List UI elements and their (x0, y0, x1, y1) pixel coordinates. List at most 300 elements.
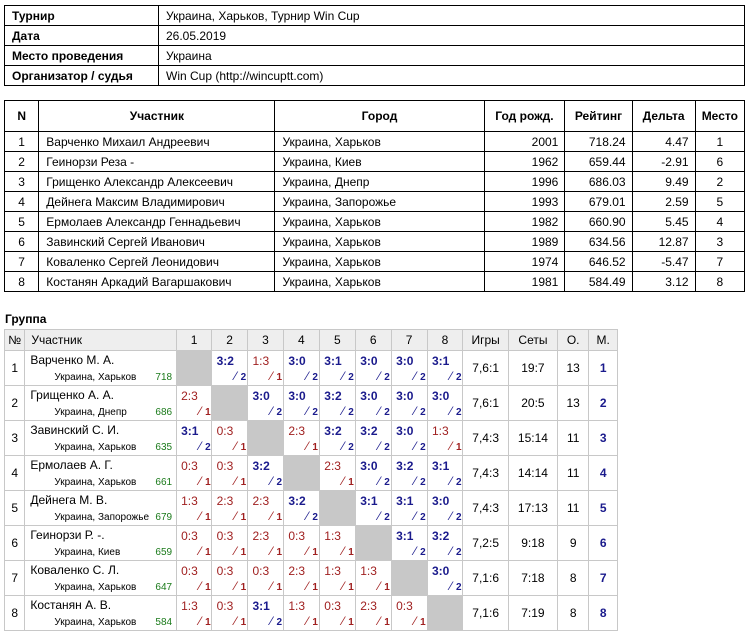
match-result (428, 387, 462, 419)
group-result-cell (355, 561, 391, 596)
group-player-rating: 584 (155, 617, 173, 628)
participant-cell: Дейнега Максим Владимирович (39, 192, 275, 212)
group-player-rating: 659 (155, 547, 173, 558)
match-points: 2 (276, 617, 283, 628)
group-player-name: Завинский С. И. (30, 423, 120, 437)
participant-cell: 646.52 (565, 252, 632, 272)
participant-cell: 686.03 (565, 172, 632, 192)
match-points: 2 (384, 442, 390, 453)
group-header-cell: № (5, 330, 25, 351)
match-result (392, 352, 426, 384)
match-slash: ⁄ (342, 439, 345, 453)
match-slash: ⁄ (414, 439, 417, 453)
match-slash: ⁄ (234, 509, 237, 523)
match-result (213, 457, 247, 489)
match-score: 3:2 (324, 424, 342, 438)
group-result-cell (427, 491, 463, 526)
info-row (5, 66, 745, 86)
group-points: 13 (558, 351, 589, 386)
group-header-row (5, 330, 618, 351)
match-points: 2 (276, 407, 283, 418)
match-slash: ⁄ (199, 509, 202, 523)
group-row (5, 596, 618, 631)
group-player-city: Украина, Запорожье (54, 512, 150, 523)
match-score: 3:0 (360, 459, 378, 473)
match-slash: ⁄ (306, 404, 309, 418)
match-slash: ⁄ (234, 369, 237, 383)
group-row (5, 351, 618, 386)
participant-cell: Геинорзи Реза - (39, 152, 275, 172)
participant-cell: 1993 (484, 192, 565, 212)
group-crosstable (4, 329, 618, 631)
group-diagonal-cell (319, 491, 355, 526)
tournament-info-table (4, 5, 745, 86)
match-result (213, 597, 247, 629)
participant-row (5, 212, 745, 232)
match-slash: ⁄ (199, 544, 202, 558)
group-place: 3 (589, 421, 618, 456)
group-row-number: 7 (5, 561, 25, 596)
match-score: 3:1 (396, 494, 414, 508)
match-score: 3:0 (396, 354, 414, 368)
match-slash: ⁄ (306, 614, 309, 628)
match-points: 2 (420, 547, 426, 558)
match-score: 2:3 (360, 599, 377, 613)
group-games: 7,4:3 (463, 456, 508, 491)
match-result (320, 352, 354, 384)
participant-cell: 7 (695, 252, 744, 272)
match-score: 0:3 (181, 459, 198, 473)
group-result-cell (283, 561, 319, 596)
group-points: 11 (558, 421, 589, 456)
match-slash: ⁄ (270, 544, 273, 558)
group-title: Группа (5, 312, 47, 326)
group-result-cell (355, 351, 391, 386)
match-points: 1 (205, 512, 211, 523)
participant-cell: 12.87 (632, 232, 695, 252)
match-points: 1 (240, 547, 247, 558)
match-slash: ⁄ (414, 509, 417, 523)
group-player-rating: 647 (155, 582, 173, 593)
group-result-cell (427, 561, 463, 596)
group-row-number: 2 (5, 386, 25, 421)
group-player-city: Украина, Харьков (54, 582, 137, 593)
participant-cell: 5.45 (632, 212, 695, 232)
participant-cell: Украина, Харьков (275, 232, 484, 252)
group-diagonal-cell (212, 386, 248, 421)
match-score: 3:0 (432, 564, 450, 578)
group-result-cell (248, 596, 284, 631)
match-result (248, 352, 282, 384)
match-slash: ⁄ (270, 509, 273, 523)
group-result-cell (319, 456, 355, 491)
participant-cell: 679.01 (565, 192, 632, 212)
info-key: Организатор / судья (5, 66, 159, 86)
match-score: 0:3 (216, 564, 234, 578)
match-score: 3:1 (252, 599, 270, 613)
match-score: 0:3 (181, 529, 198, 543)
match-score: 3:0 (360, 389, 378, 403)
participant-cell: Костанян Аркадий Вагаршакович (39, 272, 275, 292)
participant-cell: 2001 (484, 132, 565, 152)
match-score: 2:3 (288, 564, 306, 578)
participant-row (5, 252, 745, 272)
match-score: 3:2 (396, 459, 414, 473)
group-player-name: Коваленко С. Л. (30, 563, 120, 577)
group-sets: 9:18 (508, 526, 557, 561)
match-result (213, 492, 247, 524)
match-points: 2 (384, 477, 390, 488)
participant-cell: 1982 (484, 212, 565, 232)
match-slash: ⁄ (414, 369, 417, 383)
group-header-cell: Игры (463, 330, 508, 351)
match-points: 1 (456, 442, 462, 453)
group-result-cell (248, 456, 284, 491)
match-slash: ⁄ (342, 544, 345, 558)
participant-cell: 5 (695, 192, 744, 212)
participant-cell: 2.59 (632, 192, 695, 212)
match-score: 0:3 (181, 564, 198, 578)
group-place: 5 (589, 491, 618, 526)
match-score: 3:0 (432, 494, 450, 508)
group-header-cell: 6 (355, 330, 391, 351)
group-result-cell (391, 596, 427, 631)
group-result-cell (177, 596, 212, 631)
participant-cell: Украина, Днепр (275, 172, 484, 192)
match-result (392, 422, 426, 454)
match-result (248, 492, 282, 524)
group-place: 6 (589, 526, 618, 561)
match-result (284, 527, 318, 559)
match-slash: ⁄ (378, 579, 381, 593)
group-diagonal-cell (248, 421, 284, 456)
group-place: 8 (589, 596, 618, 631)
participant-cell: 660.90 (565, 212, 632, 232)
match-points: 2 (312, 512, 318, 523)
participant-cell: 1 (5, 132, 39, 152)
participant-row (5, 232, 745, 252)
match-score: 3:1 (432, 354, 450, 368)
group-row-number: 1 (5, 351, 25, 386)
group-result-cell (355, 386, 391, 421)
participant-cell: Ермолаев Александр Геннадьевич (39, 212, 275, 232)
group-player-rating: 679 (155, 512, 173, 523)
match-result (320, 562, 354, 594)
match-result (356, 492, 390, 524)
match-result (392, 597, 426, 629)
match-slash: ⁄ (342, 579, 345, 593)
participant-cell: Коваленко Сергей Леонидович (39, 252, 275, 272)
group-row-number: 4 (5, 456, 25, 491)
participants-header-cell: Участник (39, 101, 275, 132)
group-result-cell (391, 526, 427, 561)
match-score: 2:3 (324, 459, 341, 473)
group-sets: 14:14 (508, 456, 557, 491)
group-result-cell (283, 351, 319, 386)
group-row (5, 526, 618, 561)
group-place: 4 (589, 456, 618, 491)
match-slash: ⁄ (414, 544, 417, 558)
match-score: 3:1 (324, 354, 342, 368)
match-points: 1 (276, 512, 283, 523)
match-result (284, 597, 318, 629)
match-score: 3:2 (324, 389, 342, 403)
group-place: 1 (589, 351, 618, 386)
match-score: 3:1 (181, 424, 199, 438)
match-points: 1 (384, 582, 390, 593)
match-points: 2 (205, 442, 211, 453)
group-result-cell (177, 421, 212, 456)
match-score: 2:3 (181, 389, 198, 403)
match-score: 0:3 (216, 599, 234, 613)
group-row (5, 491, 618, 526)
participant-cell: 3 (5, 172, 39, 192)
participant-cell: 7 (5, 252, 39, 272)
match-score: 2:3 (252, 529, 270, 543)
participant-cell: Украина, Харьков (275, 252, 484, 272)
info-value: Украина (159, 46, 745, 66)
match-slash: ⁄ (199, 579, 202, 593)
match-slash: ⁄ (199, 439, 202, 453)
group-player-city: Украина, Днепр (54, 407, 127, 418)
participant-cell: 634.56 (565, 232, 632, 252)
match-slash: ⁄ (306, 509, 309, 523)
match-slash: ⁄ (378, 509, 381, 523)
match-slash: ⁄ (378, 614, 381, 628)
participant-cell: 584.49 (565, 272, 632, 292)
group-player-city: Украина, Харьков (54, 617, 137, 628)
group-result-cell (177, 386, 212, 421)
participant-cell: Украина, Харьков (275, 212, 484, 232)
match-slash: ⁄ (306, 579, 309, 593)
group-sets: 20:5 (508, 386, 557, 421)
match-score: 3:2 (216, 354, 234, 368)
match-slash: ⁄ (450, 474, 453, 488)
match-result (248, 562, 282, 594)
participants-header-row (5, 101, 745, 132)
group-result-cell (427, 351, 463, 386)
group-header-cell: М. (589, 330, 618, 351)
match-slash: ⁄ (199, 404, 202, 418)
group-games: 7,2:5 (463, 526, 508, 561)
participant-cell: -5.47 (632, 252, 695, 272)
match-score: 3:2 (288, 494, 306, 508)
info-row (5, 6, 745, 26)
group-header-cell: Сеты (508, 330, 557, 351)
group-player-cell (25, 526, 177, 561)
match-points: 2 (348, 407, 354, 418)
group-points: 11 (558, 456, 589, 491)
match-points: 1 (312, 442, 318, 453)
participant-cell: 1981 (484, 272, 565, 292)
group-row (5, 386, 618, 421)
participants-header-cell: N (5, 101, 39, 132)
group-result-cell (355, 456, 391, 491)
group-result-cell (248, 386, 284, 421)
group-points: 9 (558, 526, 589, 561)
match-points: 2 (456, 547, 462, 558)
info-value: Украина, Харьков, Турнир Win Cup (159, 6, 745, 26)
match-points: 1 (240, 477, 247, 488)
participant-cell: Украина, Харьков (275, 132, 484, 152)
match-result (284, 492, 318, 524)
match-result (320, 387, 354, 419)
group-points: 13 (558, 386, 589, 421)
group-games: 7,6:1 (463, 351, 508, 386)
group-header-cell: Участник (25, 330, 177, 351)
match-slash: ⁄ (199, 474, 202, 488)
group-result-cell (248, 351, 284, 386)
group-player-cell (25, 386, 177, 421)
match-slash: ⁄ (450, 509, 453, 523)
participants-header-cell: Дельта (632, 101, 695, 132)
group-games: 7,4:3 (463, 421, 508, 456)
group-player-city: Украина, Киев (54, 547, 121, 558)
match-slash: ⁄ (270, 474, 273, 488)
group-player-name: Геинорзи Р. -. (30, 528, 105, 542)
group-row (5, 561, 618, 596)
match-result (428, 527, 462, 559)
group-result-cell (319, 526, 355, 561)
group-sets: 7:19 (508, 596, 557, 631)
group-diagonal-cell (283, 456, 319, 491)
participant-cell: 2 (5, 152, 39, 172)
match-slash: ⁄ (414, 404, 417, 418)
match-points: 1 (276, 547, 283, 558)
match-points: 2 (384, 512, 390, 523)
match-score: 3:1 (360, 494, 378, 508)
participant-cell: Грищенко Александр Алексеевич (39, 172, 275, 192)
match-score: 3:1 (432, 459, 450, 473)
match-slash: ⁄ (378, 439, 381, 453)
group-result-cell (248, 491, 284, 526)
match-points: 2 (420, 477, 426, 488)
match-result (284, 352, 318, 384)
match-slash: ⁄ (378, 369, 381, 383)
participant-cell: 3.12 (632, 272, 695, 292)
match-score: 3:2 (252, 459, 270, 473)
match-slash: ⁄ (306, 544, 309, 558)
info-value: Win Cup (http://wincuptt.com) (159, 66, 745, 86)
match-points: 1 (205, 477, 211, 488)
group-games: 7,1:6 (463, 561, 508, 596)
match-points: 2 (384, 407, 390, 418)
match-points: 1 (348, 547, 354, 558)
group-header-cell: 1 (177, 330, 212, 351)
group-result-cell (248, 526, 284, 561)
group-header-cell: 4 (283, 330, 319, 351)
match-points: 1 (205, 547, 211, 558)
match-score: 0:3 (216, 529, 234, 543)
match-result (428, 457, 462, 489)
match-result (428, 562, 462, 594)
participant-cell: 9.49 (632, 172, 695, 192)
participant-cell: 4 (695, 212, 744, 232)
match-points: 2 (420, 407, 426, 418)
match-points: 2 (456, 582, 462, 593)
match-slash: ⁄ (450, 404, 453, 418)
group-row (5, 456, 618, 491)
group-header-cell: О. (558, 330, 589, 351)
match-slash: ⁄ (270, 369, 273, 383)
match-score: 3:0 (396, 424, 414, 438)
match-result (213, 422, 247, 454)
group-result-cell (427, 421, 463, 456)
match-result (356, 387, 390, 419)
info-key: Дата (5, 26, 159, 46)
match-slash: ⁄ (306, 439, 309, 453)
participant-cell: 4.47 (632, 132, 695, 152)
match-slash: ⁄ (378, 404, 381, 418)
match-points: 1 (312, 582, 318, 593)
match-slash: ⁄ (378, 474, 381, 488)
match-result (177, 387, 211, 419)
participant-cell: -2.91 (632, 152, 695, 172)
group-result-cell (427, 386, 463, 421)
match-result (356, 597, 390, 629)
group-result-cell (427, 526, 463, 561)
match-slash: ⁄ (414, 474, 417, 488)
match-result (213, 527, 247, 559)
group-header-cell: 5 (319, 330, 355, 351)
match-slash: ⁄ (306, 369, 309, 383)
match-points: 1 (205, 582, 211, 593)
participant-cell: 1974 (484, 252, 565, 272)
group-result-cell (427, 456, 463, 491)
group-result-cell (212, 351, 248, 386)
group-place: 2 (589, 386, 618, 421)
match-result (177, 562, 211, 594)
match-score: 2:3 (288, 424, 306, 438)
group-header-cell: 8 (427, 330, 463, 351)
match-points: 1 (240, 442, 247, 453)
match-result (320, 527, 354, 559)
match-score: 3:0 (252, 389, 270, 403)
match-points: 2 (456, 512, 462, 523)
group-player-rating: 686 (155, 407, 173, 418)
match-score: 0:3 (288, 529, 306, 543)
match-score: 3:0 (288, 389, 306, 403)
match-points: 1 (420, 617, 426, 628)
group-result-cell (177, 526, 212, 561)
match-score: 0:3 (216, 459, 234, 473)
participant-cell: 718.24 (565, 132, 632, 152)
match-points: 1 (240, 617, 247, 628)
participant-cell: Украина, Киев (275, 152, 484, 172)
match-points: 2 (312, 372, 318, 383)
match-result (284, 387, 318, 419)
match-score: 3:0 (432, 389, 450, 403)
participant-cell: 8 (695, 272, 744, 292)
match-score: 1:3 (181, 494, 198, 508)
match-result (177, 597, 211, 629)
group-header-cell: 7 (391, 330, 427, 351)
match-points: 1 (312, 547, 318, 558)
match-result (428, 352, 462, 384)
match-result (284, 422, 318, 454)
group-player-city: Украина, Харьков (54, 442, 137, 453)
group-result-cell (212, 596, 248, 631)
participant-cell: 5 (5, 212, 39, 232)
match-result (320, 422, 354, 454)
match-score: 0:3 (396, 599, 413, 613)
participant-cell: 1996 (484, 172, 565, 192)
match-slash: ⁄ (414, 614, 417, 628)
match-result (392, 527, 426, 559)
match-slash: ⁄ (450, 579, 453, 593)
match-score: 1:3 (181, 599, 198, 613)
match-slash: ⁄ (199, 614, 202, 628)
